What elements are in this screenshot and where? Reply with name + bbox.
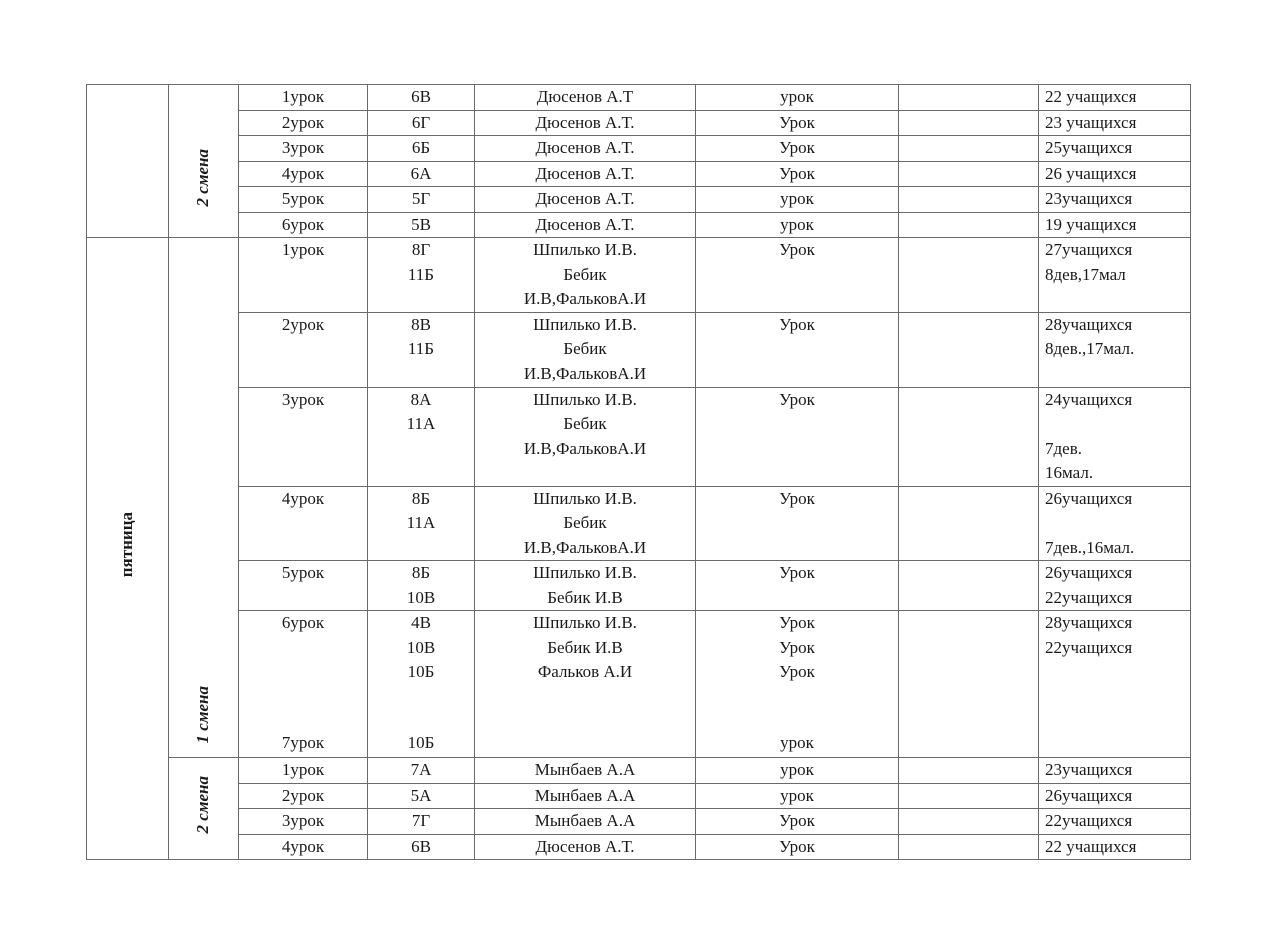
day-cell xyxy=(87,238,169,860)
day-cell xyxy=(87,85,169,238)
class-text: 4В 10В 10Б xyxy=(406,613,436,681)
lesson-cell: 1урок xyxy=(239,85,368,111)
note-cell xyxy=(899,783,1039,809)
lesson-cell: 2урок xyxy=(239,783,368,809)
class-cell: 8Б 10В xyxy=(368,561,475,611)
teacher-cell: Дюсенов А.Т. xyxy=(475,834,696,860)
class-cell: 6В xyxy=(368,85,475,111)
table-row xyxy=(87,110,1191,136)
students-cell: 26учащихся 7дев.,16мал. xyxy=(1039,486,1191,561)
type-cell: Урок xyxy=(696,387,899,486)
lesson-cell: 3урок xyxy=(239,136,368,162)
class-cell: 6Б xyxy=(368,136,475,162)
lesson-cell: 4урок xyxy=(239,486,368,561)
lesson-cell: 4урок xyxy=(239,161,368,187)
lesson-cell: 2урок xyxy=(239,312,368,387)
table-row xyxy=(87,486,1191,561)
note-cell xyxy=(899,136,1039,162)
teacher-cell: Дюсенов А.Т. xyxy=(475,110,696,136)
students-cell: 27учащихся 8дев,17мал xyxy=(1039,238,1191,313)
teacher-cell: Шпилько И.В. Бебик И.В,ФальковА.И xyxy=(475,486,696,561)
table-row xyxy=(87,758,1191,784)
lesson-cell: 3урок xyxy=(239,809,368,835)
note-cell xyxy=(899,387,1039,486)
shift-cell xyxy=(169,85,239,238)
table-row xyxy=(87,387,1191,486)
students-cell: 25учащихся xyxy=(1039,136,1191,162)
class-cell: 8Г 11Б xyxy=(368,238,475,313)
students-cell: 28учащихся 22учащихся xyxy=(1039,611,1191,758)
class-cell: 6А xyxy=(368,161,475,187)
teacher-cell: Шпилько И.В. Бебик И.В xyxy=(475,561,696,611)
shift-cell xyxy=(169,238,239,758)
note-cell xyxy=(899,85,1039,111)
type-cell: Урок xyxy=(696,238,899,313)
lesson-text: 6урок xyxy=(281,613,325,632)
shift-label: 2 смена xyxy=(193,776,213,834)
teacher-cell: Дюсенов А.Т. xyxy=(475,187,696,213)
students-cell: 23учащихся xyxy=(1039,187,1191,213)
table-row xyxy=(87,136,1191,162)
note-cell xyxy=(899,187,1039,213)
type-cell: урок xyxy=(696,187,899,213)
students-cell: 23учащихся xyxy=(1039,758,1191,784)
class-cell: 5В xyxy=(368,212,475,238)
type-cell xyxy=(696,611,899,758)
students-cell: 22учащихся xyxy=(1039,809,1191,835)
table-row xyxy=(87,187,1191,213)
class-cell: 8Б 11А xyxy=(368,486,475,561)
type-cell: урок xyxy=(696,758,899,784)
class-cell: 8В 11Б xyxy=(368,312,475,387)
note-cell xyxy=(899,486,1039,561)
type-text: Урок Урок Урок xyxy=(779,613,815,681)
teacher-cell: Дюсенов А.Т. xyxy=(475,161,696,187)
type-cell: Урок xyxy=(696,312,899,387)
lesson-cell: 1урок xyxy=(239,758,368,784)
type-text-bottom: урок xyxy=(780,732,814,752)
type-cell: урок xyxy=(696,783,899,809)
table-row xyxy=(87,238,1191,313)
table-row xyxy=(87,611,1191,758)
teacher-cell: Мынбаев А.А xyxy=(475,783,696,809)
teacher-cell: Мынбаев А.А xyxy=(475,758,696,784)
note-cell xyxy=(899,238,1039,313)
lesson-cell: 5урок xyxy=(239,187,368,213)
lesson-cell: 6урок xyxy=(239,212,368,238)
class-cell: 6В xyxy=(368,834,475,860)
teacher-cell: Шпилько И.В. Бебик И.В,ФальковА.И xyxy=(475,238,696,313)
note-cell xyxy=(899,212,1039,238)
students-cell: 22 учащихся xyxy=(1039,85,1191,111)
students-cell: 24учащихся 7дев. 16мал. xyxy=(1039,387,1191,486)
class-cell: 7А xyxy=(368,758,475,784)
note-cell xyxy=(899,312,1039,387)
type-cell: Урок xyxy=(696,809,899,835)
table-row xyxy=(87,834,1191,860)
students-cell: 19 учащихся xyxy=(1039,212,1191,238)
class-cell: 5А xyxy=(368,783,475,809)
table-row xyxy=(87,783,1191,809)
table-row xyxy=(87,161,1191,187)
lesson-text-bottom: 7урок xyxy=(281,732,325,752)
lesson-cell: 5урок xyxy=(239,561,368,611)
schedule-table xyxy=(86,84,1191,860)
class-cell: 6Г xyxy=(368,110,475,136)
lesson-cell: 3урок xyxy=(239,387,368,486)
lesson-cell: 2урок xyxy=(239,110,368,136)
note-cell xyxy=(899,561,1039,611)
type-cell: Урок xyxy=(696,136,899,162)
students-cell: 23 учащихся xyxy=(1039,110,1191,136)
students-cell: 26 учащихся xyxy=(1039,161,1191,187)
note-cell xyxy=(899,809,1039,835)
shift-label: 2 смена xyxy=(193,148,213,206)
lesson-cell: 4урок xyxy=(239,834,368,860)
teacher-cell: Шпилько И.В. Бебик И.В,ФальковА.И xyxy=(475,312,696,387)
shift-cell xyxy=(169,758,239,860)
class-cell xyxy=(368,611,475,758)
table-row xyxy=(87,85,1191,111)
class-cell: 7Г xyxy=(368,809,475,835)
table-row xyxy=(87,312,1191,387)
type-cell: Урок xyxy=(696,110,899,136)
type-cell: Урок xyxy=(696,834,899,860)
students-cell: 26учащихся xyxy=(1039,783,1191,809)
note-cell xyxy=(899,161,1039,187)
table-row xyxy=(87,561,1191,611)
class-text-bottom: 10Б xyxy=(407,732,435,752)
teacher-cell: Мынбаев А.А xyxy=(475,809,696,835)
day-label: пятница xyxy=(117,512,137,578)
students-cell: 22 учащихся xyxy=(1039,834,1191,860)
lesson-cell: 1урок xyxy=(239,238,368,313)
class-cell: 5Г xyxy=(368,187,475,213)
shift-label: 1 смена xyxy=(193,686,213,744)
teacher-cell: Дюсенов А.Т. xyxy=(475,212,696,238)
note-cell xyxy=(899,611,1039,758)
teacher-cell: Шпилько И.В. Бебик И.В,ФальковА.И xyxy=(475,387,696,486)
type-cell: Урок xyxy=(696,486,899,561)
note-cell xyxy=(899,758,1039,784)
type-cell: урок xyxy=(696,85,899,111)
class-cell: 8А 11А xyxy=(368,387,475,486)
lesson-cell xyxy=(239,611,368,758)
teacher-cell: Дюсенов А.Т xyxy=(475,85,696,111)
teacher-cell: Дюсенов А.Т. xyxy=(475,136,696,162)
type-cell: Урок xyxy=(696,161,899,187)
teacher-cell: Шпилько И.В. Бебик И.В Фальков А.И xyxy=(475,611,696,758)
table-row xyxy=(87,809,1191,835)
type-cell: урок xyxy=(696,212,899,238)
note-cell xyxy=(899,110,1039,136)
table-row xyxy=(87,212,1191,238)
note-cell xyxy=(899,834,1039,860)
students-cell: 28учащихся 8дев.,17мал. xyxy=(1039,312,1191,387)
students-cell: 26учащихся 22учащихся xyxy=(1039,561,1191,611)
type-cell: Урок xyxy=(696,561,899,611)
